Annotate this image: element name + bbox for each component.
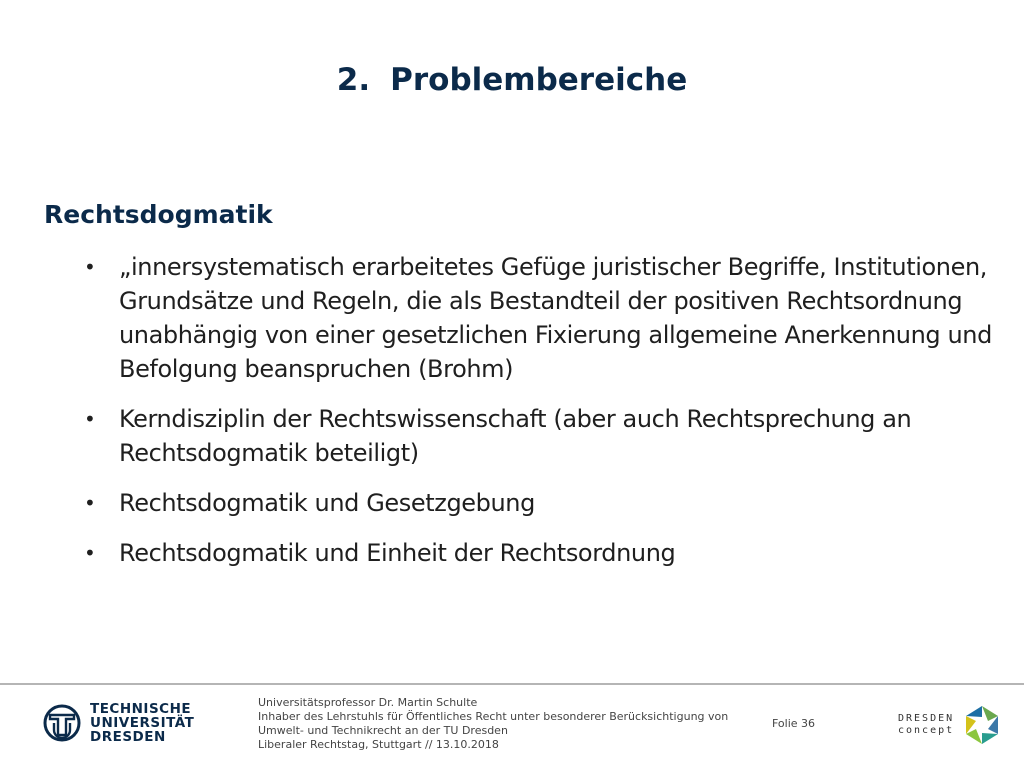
concept-logo-line: concept (898, 725, 955, 736)
bullet-text: Kerndisziplin der Rechtswissenschaft (aber auch Rechtsprechung an Rechtsdogmatik beteiligt) (119, 405, 912, 467)
concept-logo-line: DRESDEN (898, 713, 955, 724)
bullet-dot-icon: • (84, 407, 96, 431)
footer-line: Umwelt- und Technikrecht an der TU Dresden (258, 724, 508, 737)
footer-line: Universitätsprofessor Dr. Martin Schulte (258, 696, 478, 709)
tu-dresden-logo (42, 700, 194, 746)
bullet-list (84, 250, 994, 586)
bullet-item (84, 402, 994, 470)
bullet-item (84, 486, 994, 520)
tu-logo-line: UNIVERSITÄT (90, 715, 195, 731)
bullet-text: „innersystematisch erarbeitetes Gefüge juristischer Begriffe, Institutionen, Grundsätze und Regeln, die als Bestandteil der positiven Rechtsordnung unabhängig von einer gesetzlichen Fixierung allgemeine Anerkennung und Befolgung beanspruchen (Brohm) (119, 253, 992, 383)
section-heading: Rechtsdogmatik (44, 200, 273, 229)
footer-line: Inhaber des Lehrstuhls für Öffentliches Recht unter besonderer Berücksichtigung von (258, 710, 729, 723)
title-text: Problembereiche (390, 62, 688, 98)
title-number: 2. (336, 62, 371, 98)
bullet-text: Rechtsdogmatik und Gesetzgebung (119, 489, 535, 517)
bullet-item (84, 250, 994, 386)
tu-logo-wordmark (90, 702, 194, 744)
bullet-text: Rechtsdogmatik und Einheit der Rechtsordnung (119, 539, 676, 567)
footer-divider (0, 683, 1024, 685)
dresden-concept-logo (898, 703, 1004, 747)
bullet-dot-icon: • (84, 541, 96, 565)
tu-logo-line: TECHNISCHE (90, 701, 192, 717)
slide-title (0, 62, 1024, 98)
bullet-item (84, 536, 994, 570)
footer-line: Liberaler Rechtstag, Stuttgart // 13.10.2018 (258, 738, 499, 751)
tu-dresden-emblem-icon (42, 703, 82, 743)
bullet-dot-icon: • (84, 491, 96, 515)
dresden-concept-wordmark (898, 713, 954, 737)
bullet-dot-icon: • (84, 255, 96, 279)
dresden-concept-emblem-icon (960, 703, 1004, 747)
slide-number: Folie 36 (772, 717, 816, 730)
tu-logo-line: DRESDEN (90, 729, 166, 745)
footer-author-info (258, 696, 738, 752)
